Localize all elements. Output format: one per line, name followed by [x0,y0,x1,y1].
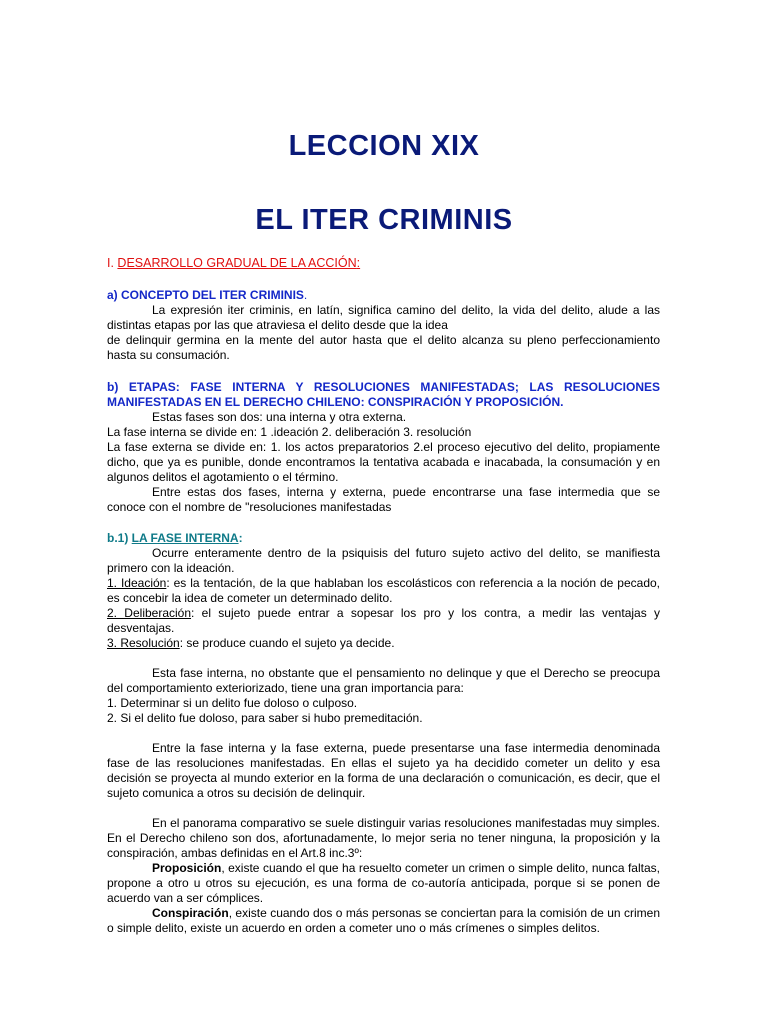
list-item-ideacion: 1. Ideación: es la tentación, de la que hablaban los escolásticos con referencia a la noción de pecado, es concebir la idea de cometer un determinado delito. [107,576,660,605]
paragraph: Entre la fase interna y la fase externa, puede presentarse una fase intermedia denominada fase de las resoluciones manifestadas. En ellas el sujeto ya ha decidido cometer un delito y esa decisión se proyecta al mundo exterior en la forma de una declaración o comunicación, es decir, que el sujeto comunica a otros su decisión de delinquir. [107,741,660,800]
paragraph: La fase externa se divide en: 1. los actos preparatorios 2.el proceso ejecutivo del delito, propiamente dicho, que ya es punible, donde encontramos la tentativa acabada e inacabada, la consumación y en algunos delitos el agotamiento o el término. [107,440,660,484]
proposicion-definition: Proposición, existe cuando el que ha resuelto cometer un crimen o simple delito, nunca faltas, propone a otro u otros su ejecución, es una forma de co-autoría anticipada, porque si se ponen de acuerdo van a ser cómplices. [107,861,660,905]
section-number: I. [107,256,118,270]
list-item: 2. Si el delito fue doloso, para saber si hubo premeditación. [107,711,423,725]
paragraph: Entre estas dos fases, interna y externa, puede encontrarse una fase intermedia que se conoce con el nombre de "resoluciones manifestadas [107,485,660,514]
paragraph: La expresión iter criminis, en latín, significa camino del delito, la vida del delito, alude a las distintas etapas por las que atraviesa el delito desde que la idea [107,303,660,332]
topic-title: EL ITER CRIMINIS [255,204,513,236]
list-item-deliberacion: 2. Deliberación: el sujeto puede entrar a sopesar los pro y los contra, a medir las ventajas y desventajas. [107,606,661,635]
section-heading-1 [107,256,660,271]
paragraph: de delinquir germina en la mente del autor hasta que el delito alcanza su pleno perfeccionamiento hasta su consumación. [107,333,660,362]
paragraph: La fase interna se divide en: 1 .ideación 2. deliberación 3. resolución [107,425,472,439]
subsection-heading-b: b) ETAPAS: FASE INTERNA Y RESOLUCIONES MANIFESTADAS; LAS RESOLUCIONES MANIFESTADAS EN EL DERECHO CHILENO: CONSPIRACIÓN Y PROPOSICIÓN. [107,380,660,409]
list-item-resolucion: 3. Resolución: se produce cuando el sujeto ya decide. [107,636,395,650]
document-body [107,253,660,936]
paragraph: Ocurre enteramente dentro de la psiquisis del futuro sujeto activo del delito, se manifiesta primero con la ideación. [107,546,660,575]
section-colon: : [356,256,361,270]
paragraph: Estas fases son dos: una interna y otra externa. [152,410,407,424]
paragraph: Esta fase interna, no obstante que el pensamiento no delinque y que el Derecho se preocupa del comportamiento exteriorizado, tiene una gran importancia para: [107,666,660,695]
list-item: 1. Determinar si un delito fue doloso o culposo. [107,696,358,710]
conspiracion-definition: Conspiración, existe cuando dos o más personas se conciertan para la comisión de un crimen o simple delito, existe un acuerdo en orden a cometer uno o más crímenes o simples delitos. [107,906,660,935]
subsection-heading-a: a) CONCEPTO DEL ITER CRIMINIS. [107,288,308,302]
section-label: DESARROLLO GRADUAL DE LA ACCIÓN [117,256,357,270]
subsection-heading-b1: b.1) LA FASE INTERNA: [107,531,243,545]
paragraph: En el panorama comparativo se suele distinguir varias resoluciones manifestadas muy simples. En el Derecho chileno son dos, afortunadamente, lo mejor seria no tener ninguna, la proposición y la conspiración, ambas definidas en el Art.8 inc.3º: [107,816,660,860]
lesson-title: LECCION XIX [288,130,480,162]
